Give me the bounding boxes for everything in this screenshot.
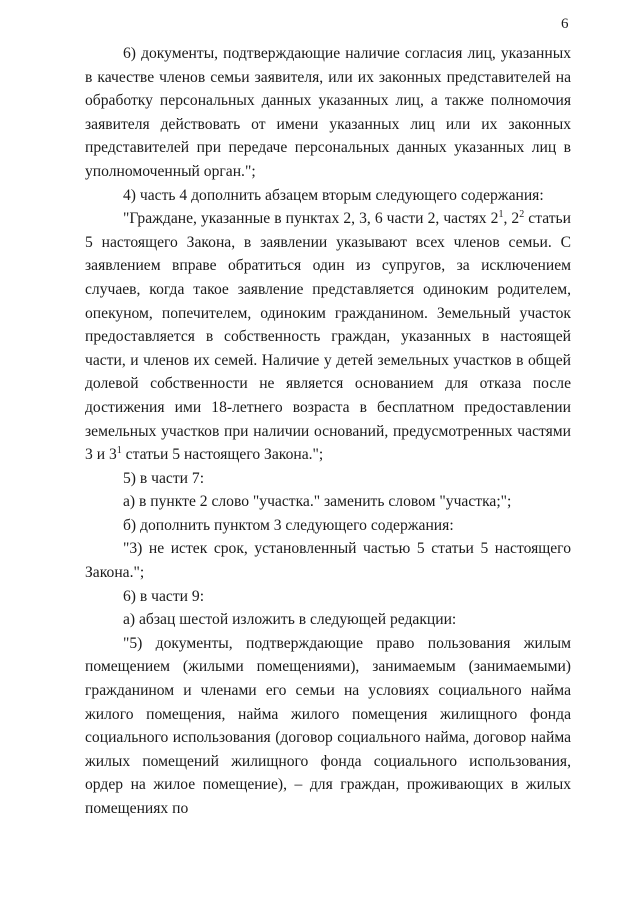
document-body: [85, 42, 571, 821]
paragraph-housing-documents: "5) документы, подтверждающие право пользования жилым помещением (жилыми помещениями), занимаемым (занимаемыми) гражданином и членами его семьи на условиях социального найма жилого помещения, найма жилого помещения жилищного фонда социального использования (договор социального найма, договор найма жилых помещений жилищного фонда социального использования, ордер на жилое помещение), – для граждан, проживающих в жилых помещениях по: [85, 634, 571, 817]
paragraph-add-point-3: б) дополнить пунктом 3 следующего содержания:: [123, 516, 454, 534]
superscript-1: 1: [498, 209, 504, 221]
paragraph-citizens-text-b: , 2: [503, 210, 520, 228]
paragraph-sixth-abzac: а) абзац шестой изложить в следующей редакции:: [123, 611, 457, 629]
paragraph-citizens-text-c: статьи 5 настоящего Закона, в заявлении указывают всех членов семьи. С заявлением вправе обратиться один из супругов, за исключением случаев, когда такое заявление представляется одиноким родителем, опекуном, попечителем, одиноким гражданином. Земельный участок предоставляется в собственность граждан, указанных в настоящей части, и членов их семей. Наличие у детей земельных участков в общей долевой собственности не является основанием для отказа после достижения ими 18-летнего возраста в бесплатном предоставлении земельных участков при наличии оснований, предусмотренных частями 3 и 3: [85, 210, 572, 464]
page-number: 6: [561, 16, 569, 32]
paragraph-documents-consent: 6) документы, подтверждающие наличие согласия лиц, указанных в качестве членов семьи заявителя, или их законных представителей на обработку персональных данных указанных лиц, а также полномочия заявителя действовать от имени указанных лиц или их законных представителей при передаче персональных данных указанных лиц в уполномоченный орган.";: [85, 45, 571, 180]
superscript-2: 2: [519, 209, 525, 221]
paragraph-point-2-replace: а) в пункте 2 слово "участка." заменить словом "участка;";: [123, 493, 512, 511]
paragraph-part-9: 6) в части 9:: [123, 587, 205, 605]
paragraph-citizens-text-d: статьи 5 настоящего Закона.";: [121, 446, 324, 464]
paragraph-citizens-text-a: "Граждане, указанные в пунктах 2, 3, 6 части 2, частях 2: [123, 210, 499, 228]
paragraph-part-4-amendment: 4) часть 4 дополнить абзацем вторым следующего содержания:: [123, 186, 544, 204]
paragraph-point-3-text: "3) не истек срок, установленный частью 5 статьи 5 настоящего Закона.";: [85, 540, 571, 582]
paragraph-citizens-family: [85, 207, 571, 467]
paragraph-part-7: 5) в части 7:: [123, 469, 205, 487]
superscript-3: 1: [116, 445, 122, 457]
